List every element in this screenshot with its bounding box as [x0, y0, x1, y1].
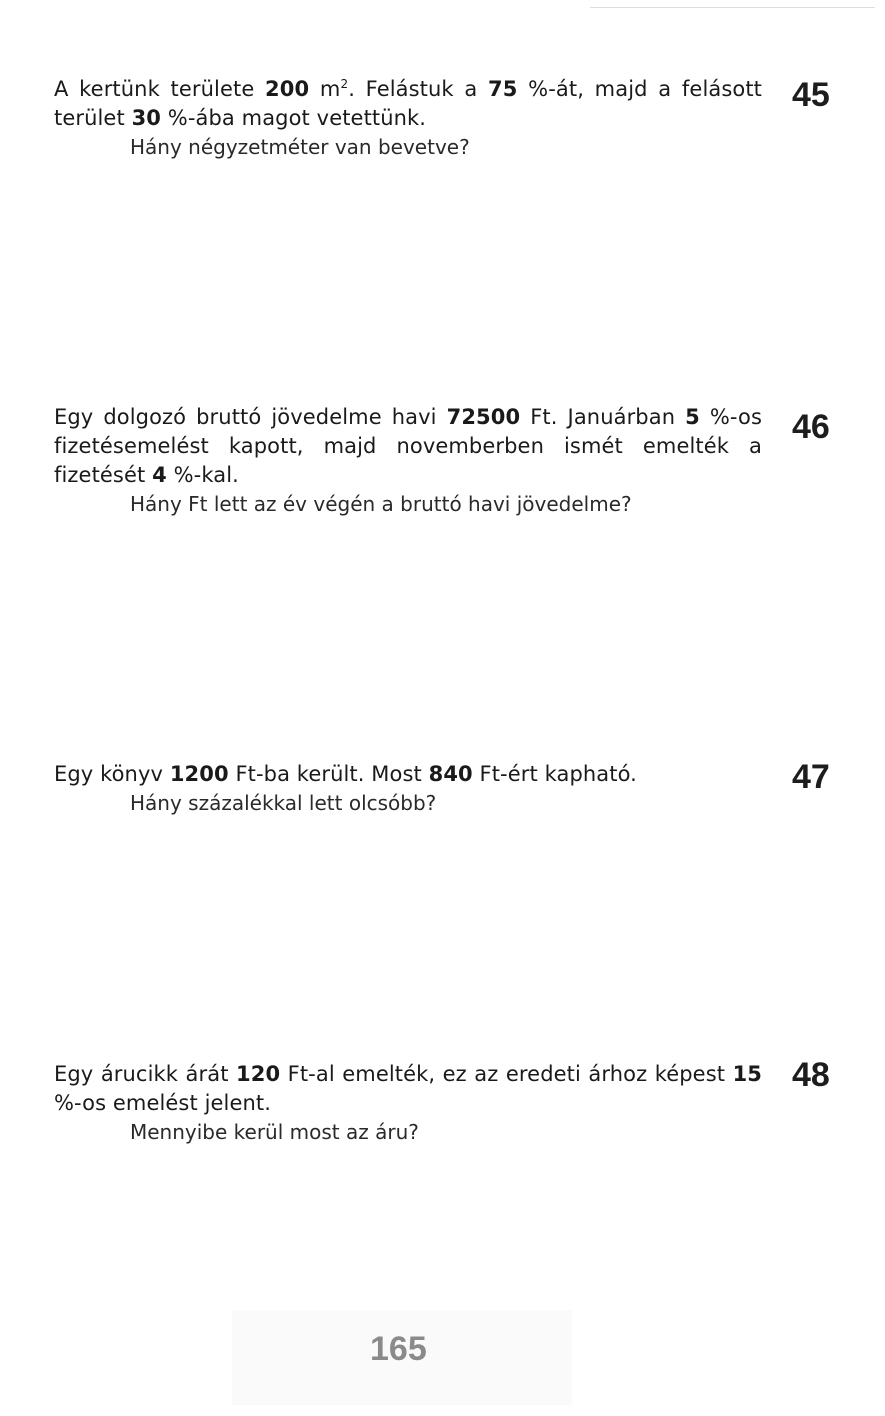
problem-number: 47: [792, 758, 830, 796]
text-run: Egy árucikk árát: [54, 1062, 237, 1086]
text-run: Ft-ba került. Most: [228, 762, 429, 786]
bold-value: 120: [236, 1062, 281, 1086]
bold-value: 1200: [169, 762, 229, 786]
bold-value: 5: [685, 405, 700, 429]
page-number: 165: [370, 1330, 427, 1368]
text-run: Egy könyv: [54, 762, 170, 786]
text-run: %-ába magot vetettünk.: [161, 106, 427, 130]
problem-number: 48: [792, 1056, 830, 1094]
bold-value: 840: [428, 762, 473, 786]
text-run: . Felástuk a: [348, 77, 489, 101]
problem-47: [54, 760, 762, 817]
problem-number: 45: [792, 76, 830, 114]
problem-question: Hány négyzetméter van bevetve?: [130, 135, 470, 159]
problem-46: [54, 403, 762, 518]
problem-text: [54, 403, 762, 490]
text-run: %-kal.: [166, 463, 239, 487]
bold-value: 30: [131, 106, 161, 130]
text-run: %-át, majd a felásott terület: [54, 77, 763, 130]
text-run: %-os fizetésemelést kapott, majd novemberben ismét emelték a fizetését: [54, 405, 762, 487]
bold-value: 200: [265, 77, 310, 101]
text-run: Egy dolgozó bruttó jövedelme havi: [54, 405, 447, 429]
problem-45: [54, 75, 762, 161]
problem-48: [54, 1060, 762, 1146]
bold-value: 4: [152, 463, 167, 487]
text-run: m: [309, 77, 341, 101]
problem-text: [54, 75, 762, 133]
text-run: %-os emelést jelent.: [54, 1091, 272, 1115]
text-run: A kertünk területe: [54, 77, 266, 101]
text-run: Ft. Januárban: [520, 405, 686, 429]
text-run: Ft-al emelték, ez az eredeti árhoz képest: [280, 1062, 733, 1086]
problem-question: Hány Ft lett az év végén a bruttó havi jövedelme?: [130, 492, 632, 516]
bold-value: 15: [732, 1062, 763, 1086]
top-rule: [590, 7, 875, 8]
superscript: 2: [340, 77, 349, 91]
problem-number: 46: [792, 408, 830, 446]
text-run: Ft-ért kapható.: [472, 762, 637, 786]
problem-text: [54, 1060, 762, 1118]
bold-value: 72500: [446, 405, 521, 429]
problem-text: [54, 760, 762, 789]
problem-question: Mennyibe kerül most az áru?: [130, 1120, 419, 1144]
bold-value: 75: [488, 77, 518, 101]
problem-question: Hány százalékkal lett olcsóbb?: [130, 791, 437, 815]
